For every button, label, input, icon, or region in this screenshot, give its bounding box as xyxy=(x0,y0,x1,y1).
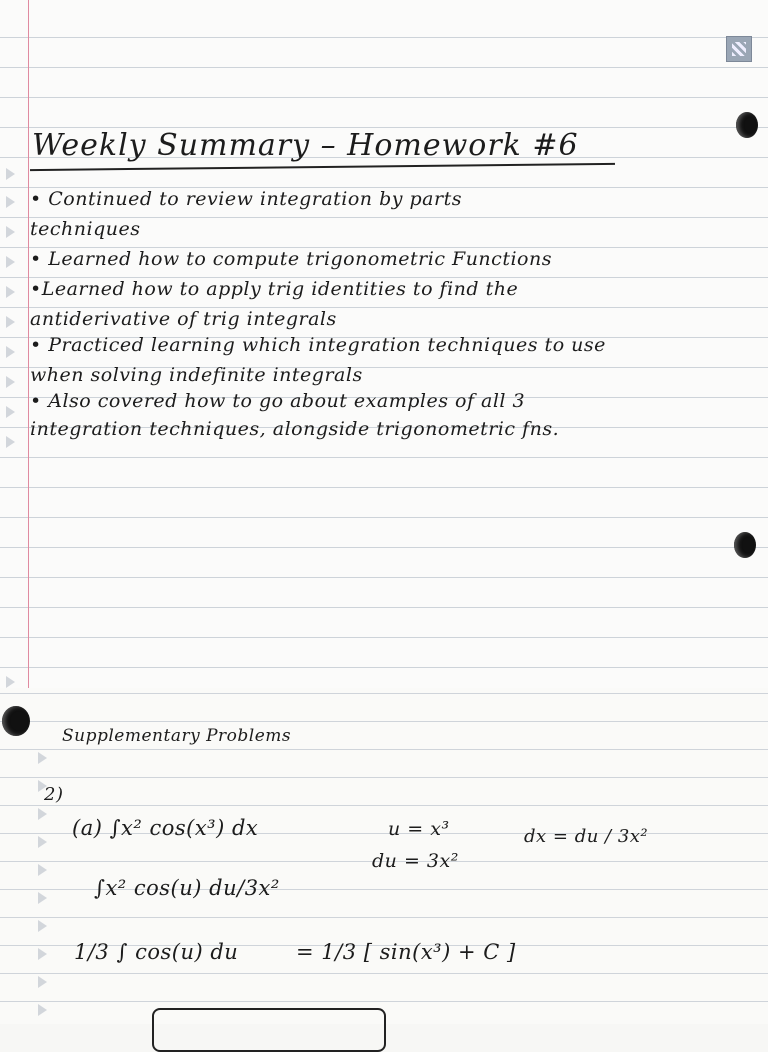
margin-triangle-icon xyxy=(38,920,47,932)
margin-triangle-icon xyxy=(38,948,47,960)
answer-box xyxy=(152,1008,386,1052)
summary-line: integration techniques, alongside trigonometric fns. xyxy=(30,418,560,440)
margin-triangle-icon xyxy=(38,1004,47,1016)
margin-triangle-icon xyxy=(6,256,15,268)
margin-triangle-icon xyxy=(38,808,47,820)
substitution-u: u = x³ xyxy=(388,818,450,840)
page-title: Weekly Summary – Homework #6 xyxy=(32,128,579,163)
qr-code-icon xyxy=(726,36,752,62)
step-result: = 1/3 [ sin(x³) + C ] xyxy=(296,940,516,964)
margin-triangle-icon xyxy=(38,752,47,764)
binder-hole-icon xyxy=(736,112,758,138)
margin-triangle-icon xyxy=(6,376,15,388)
problem-number: 2) xyxy=(44,784,64,805)
summary-line: •Learned how to apply trig identities to find the xyxy=(30,278,519,300)
problem-part-a: (a) ∫x² cos(x³) dx xyxy=(72,816,259,840)
margin-triangle-icon xyxy=(6,436,15,448)
margin-line xyxy=(28,0,29,688)
margin-triangle-icon xyxy=(6,286,15,298)
summary-line: • Continued to review integration by parts xyxy=(30,188,462,210)
substitution-dx: dx = du / 3x² xyxy=(524,826,649,847)
summary-line: techniques xyxy=(30,218,141,240)
margin-triangle-icon xyxy=(6,346,15,358)
binder-hole-icon xyxy=(734,532,756,558)
margin-triangle-icon xyxy=(6,406,15,418)
substitution-du: du = 3x² xyxy=(372,850,459,872)
step-substituted: ∫x² cos(u) du/3x² xyxy=(94,876,280,900)
binder-hole-icon xyxy=(2,706,30,736)
title-underline xyxy=(30,163,615,171)
summary-line: • Practiced learning which integration techniques to use xyxy=(30,334,606,356)
margin-triangle-icon xyxy=(6,168,15,180)
margin-triangle-icon xyxy=(6,316,15,328)
margin-triangle-icon xyxy=(6,676,15,688)
summary-line: • Learned how to compute trigonometric Functions xyxy=(30,248,552,270)
margin-triangle-icon xyxy=(38,892,47,904)
margin-triangle-icon xyxy=(38,836,47,848)
problems-heading: Supplementary Problems xyxy=(62,726,292,746)
summary-line: antiderivative of trig integrals xyxy=(30,308,337,330)
margin-triangle-icon xyxy=(6,196,15,208)
margin-triangle-icon xyxy=(38,976,47,988)
margin-triangle-icon xyxy=(38,864,47,876)
summary-line: • Also covered how to go about examples of all 3 xyxy=(30,390,526,412)
step-integral: 1/3 ∫ cos(u) du xyxy=(74,940,239,964)
summary-line: when solving indefinite integrals xyxy=(30,364,363,386)
margin-triangle-icon xyxy=(6,226,15,238)
